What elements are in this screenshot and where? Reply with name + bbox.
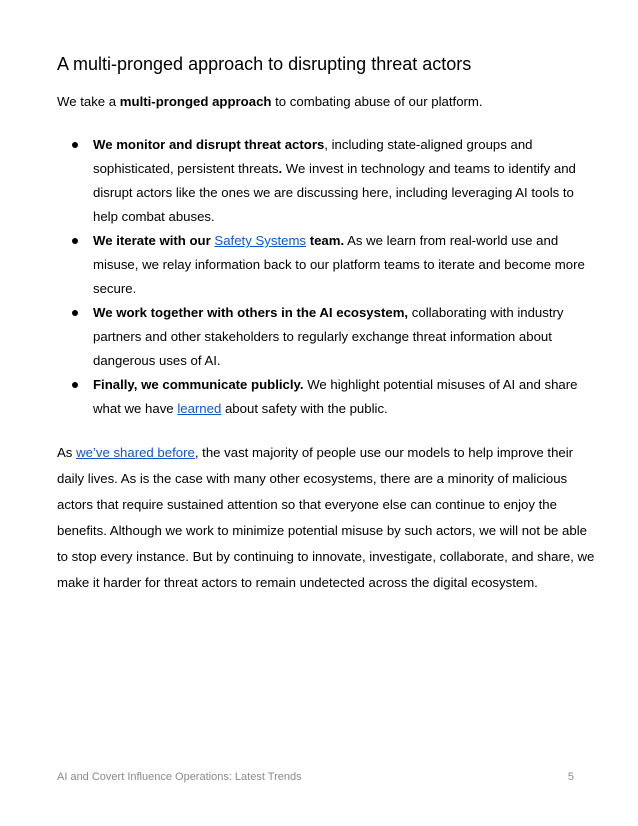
bullet-bold-team: team. [306,233,345,248]
intro-text-post: to combating abuse of our platform. [271,94,483,109]
learned-link[interactable]: learned [177,401,222,416]
approach-bullet-list [57,133,597,421]
safety-systems-link[interactable]: Safety Systems [214,233,307,248]
footer-page-number: 5 [567,771,574,783]
intro-text-bold: multi-pronged approach [119,94,272,109]
bullet-bold: Finally, we communicate publicly. [93,377,304,392]
bullet-dot [72,310,78,316]
bullet-text: collaborating with industry partners and other stakeholders to regularly exchange threat information about dangerous uses of AI. [93,305,564,368]
bullet-dot [72,238,78,244]
footer-document-title: AI and Covert Influence Operations: Latest Trends [57,771,302,783]
bullet-dot [72,142,78,148]
bullet-text: , including state-aligned groups and sophisticated, persistent threats [93,137,533,176]
bullet-dot [72,382,78,388]
intro-text-pre: We take a [57,94,120,109]
bullet-monitor-disrupt [57,133,597,229]
bullet-bold: We iterate with our [93,233,215,248]
bullet-bold-period: . [278,161,283,176]
shared-before-link[interactable]: we’ve shared before [76,445,195,460]
closing-paragraph [57,440,597,596]
bullet-text-continued: about safety with the public. [221,401,388,416]
bullet-bold: We monitor and disrupt threat actors [93,137,325,152]
bullet-iterate-safety-systems [57,229,597,301]
bullet-work-together [57,301,597,373]
section-heading: A multi-pronged approach to disrupting threat actors [57,54,472,74]
closing-text-post: , the vast majority of people use our models to help improve their daily lives. As is the case with many other ecosystems, there are a minority of malicious actors that require sustained attention so that everyone else can continue to enjoy the benefits. Although we work to minimize potential misuse by such actors, we will not be able to stop every instance. But by continuing to innovate, investigate, collaborate, and share, we make it harder for threat actors to remain undetected across the digital ecosystem. [57,445,595,590]
bullet-communicate-publicly [57,373,597,421]
bullet-text: We highlight potential misuses of AI and share what we have [93,377,578,416]
closing-text-pre: As [57,445,77,460]
intro-paragraph [57,92,597,112]
bullet-text: As we learn from real-world use and misuse, we relay information back to our platform teams to iterate and become more secure. [93,233,585,296]
bullet-bold: We work together with others in the AI ecosystem, [93,305,409,320]
bullet-text-continued: We invest in technology and teams to identify and disrupt actors like the ones we are discussing here, including leveraging AI tools to help combat abuses. [93,161,576,224]
